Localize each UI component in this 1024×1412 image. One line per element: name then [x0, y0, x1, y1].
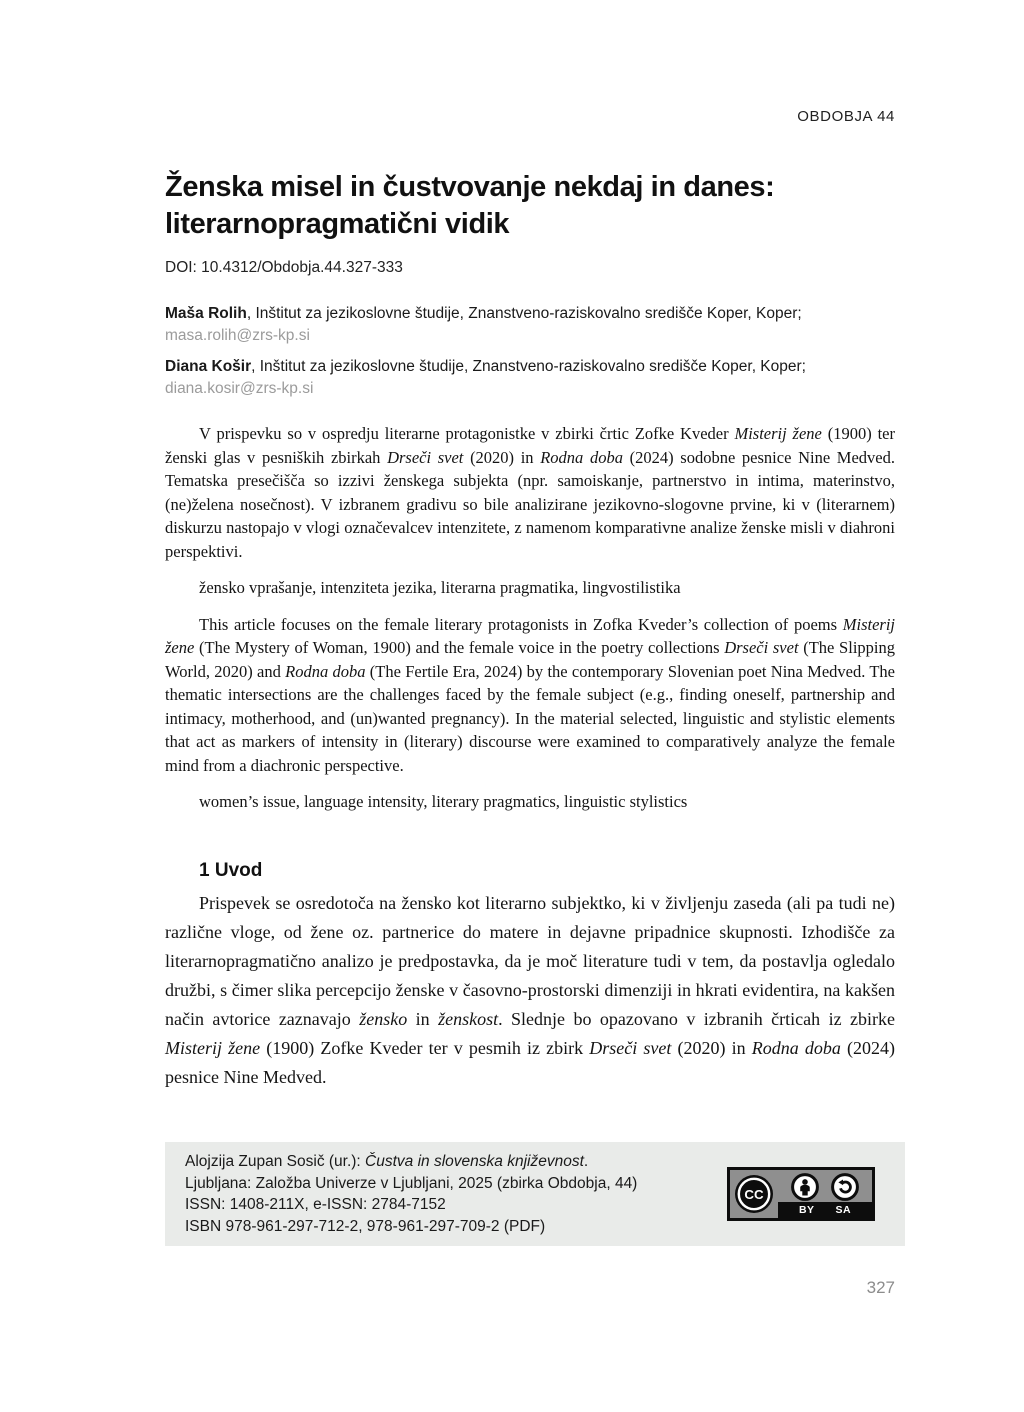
authors-section	[165, 303, 895, 400]
journal-label: OBDOBJA 44	[797, 108, 895, 125]
author-name: Maša Rolih	[165, 305, 247, 322]
page-content	[165, 0, 895, 1092]
intro-paragraph: Prispevek se osredotoča na žensko kot literarno subjektko, ki v življenju zaseda (ali pa tudi ne) različne vloge, od žene oz. partnerice do matere in dejavne pripadnice skupnosti. Izhodišče za literarnopragmatično analizo je predpostavka, da je moč literature tudi v tem, da postavlja ogledalo družbi, s čimer slika percepcijo ženske v časovno-prostorski dimenziji in hkrati evidentira, na kakšen način avtorice zaznavajo žensko in ženskost. Slednje bo opazovano v izbranih črticah iz zbirke Misterij žene (1900) Zofke Kveder ter v pesmih iz zbirk Drseči svet (2020) in Rodna doba (2024) pesnice Nine Medved.	[165, 892, 895, 1087]
cc-by-sa-license-badge[interactable]	[727, 1167, 875, 1221]
article-title-line-1: Ženska misel in čustvovanje nekdaj in danes:	[165, 171, 775, 203]
author-line	[165, 303, 895, 325]
citation-line: Alojzija Zupan Sosič (ur.): Čustva in slovenska književnost.	[185, 1153, 589, 1170]
page-number: 327	[866, 1278, 895, 1297]
author-block	[165, 356, 895, 400]
abstract-english: This article focuses on the female literary protagonists in Zofka Kveder’s collection of poems Misterij žene (The Mystery of Woman, 1900) and the female voice in the poetry collections Drseči svet (The Slipping World, 2020) and Rodna doba (The Fertile Era, 2024) by the contemporary Slovenian poet Nina Medved. The thematic intersections are the challenges faced by the female subject (e.g., finding oneself, partnership and intimacy, motherhood, and (un)wanted pregnancy). In the material selected, linguistic and stylistic elements that act as markers of intensity in (literary) discourse were examined to comparatively analyze the female mind from a diachronic perspective.	[165, 614, 895, 775]
article-title	[165, 169, 895, 243]
citation-line: ISSN: 1408-211X, e-ISSN: 2784-7152	[185, 1196, 446, 1213]
cc-logo-container	[730, 1170, 778, 1218]
citation-box	[165, 1142, 905, 1246]
citation-line: ISBN 978-961-297-712-2, 978-961-297-709-2 (PDF)	[185, 1217, 546, 1235]
cc-sa-label: SA	[835, 1204, 852, 1216]
keywords-slovenian: žensko vprašanje, intenziteta jezika, literarna pragmatika, lingvostilistika	[199, 578, 681, 597]
citation-line: Ljubljana: Založba Univerze v Ljubljani, 2025 (zbirka Obdobja, 44)	[185, 1174, 638, 1192]
author-block	[165, 303, 895, 347]
cc-logo-icon	[735, 1175, 773, 1213]
author-affiliation: , Inštitut za jezikoslovne študije, Znanstveno-raziskovalno središče Koper, Koper;	[251, 358, 806, 375]
abstract-slovenian: V prispevku so v ospredju literarne protagonistke v zbirki črtic Zofke Kveder Misterij žene (1900) ter ženski glas v pesniških zbirkah Drseči svet (2020) in Rodna doba (2024) sodobne pesnice Nine Medved. Tematska presečišča so izzivi ženskega subjekta (npr. samoiskanje, partnerstvo in intima, materinstvo, (ne)želena nosečnost). V izbranem gradivu so bile analizirane jezikovno-slogovne prvine, ki v (literarnem) diskurzu nastopajo v vlogi označevalcev intenzitete, z namenom komparativne analize ženske misli v diahroni perspektivi.	[165, 424, 895, 561]
author-email-link[interactable]: diana.kosir@zrs-kp.si	[165, 380, 314, 397]
author-email-link[interactable]: masa.rolih@zrs-kp.si	[165, 327, 310, 344]
cc-icons-row	[778, 1170, 872, 1202]
keywords-english: women’s issue, language intensity, literary pragmatics, linguistic stylistics	[199, 792, 688, 811]
cc-labels-strip	[778, 1202, 872, 1218]
doi-line: DOI: 10.4312/Obdobja.44.327-333	[165, 259, 403, 276]
citation-lines	[185, 1151, 637, 1237]
cc-badge-right	[778, 1170, 872, 1218]
svg-text:CC: CC	[744, 1187, 764, 1203]
cc-by-label: BY	[798, 1204, 815, 1216]
article-title-line-2: literarnopragmatični vidik	[165, 208, 510, 240]
author-affiliation: , Inštitut za jezikoslovne študije, Znanstveno-raziskovalno središče Koper, Koper;	[246, 305, 802, 322]
author-name: Diana Košir	[165, 358, 252, 375]
author-line	[165, 356, 895, 378]
cc-sa-arrow-icon	[831, 1173, 859, 1201]
cc-by-person-icon	[791, 1173, 819, 1201]
section-heading-uvod: 1 Uvod	[199, 859, 263, 881]
